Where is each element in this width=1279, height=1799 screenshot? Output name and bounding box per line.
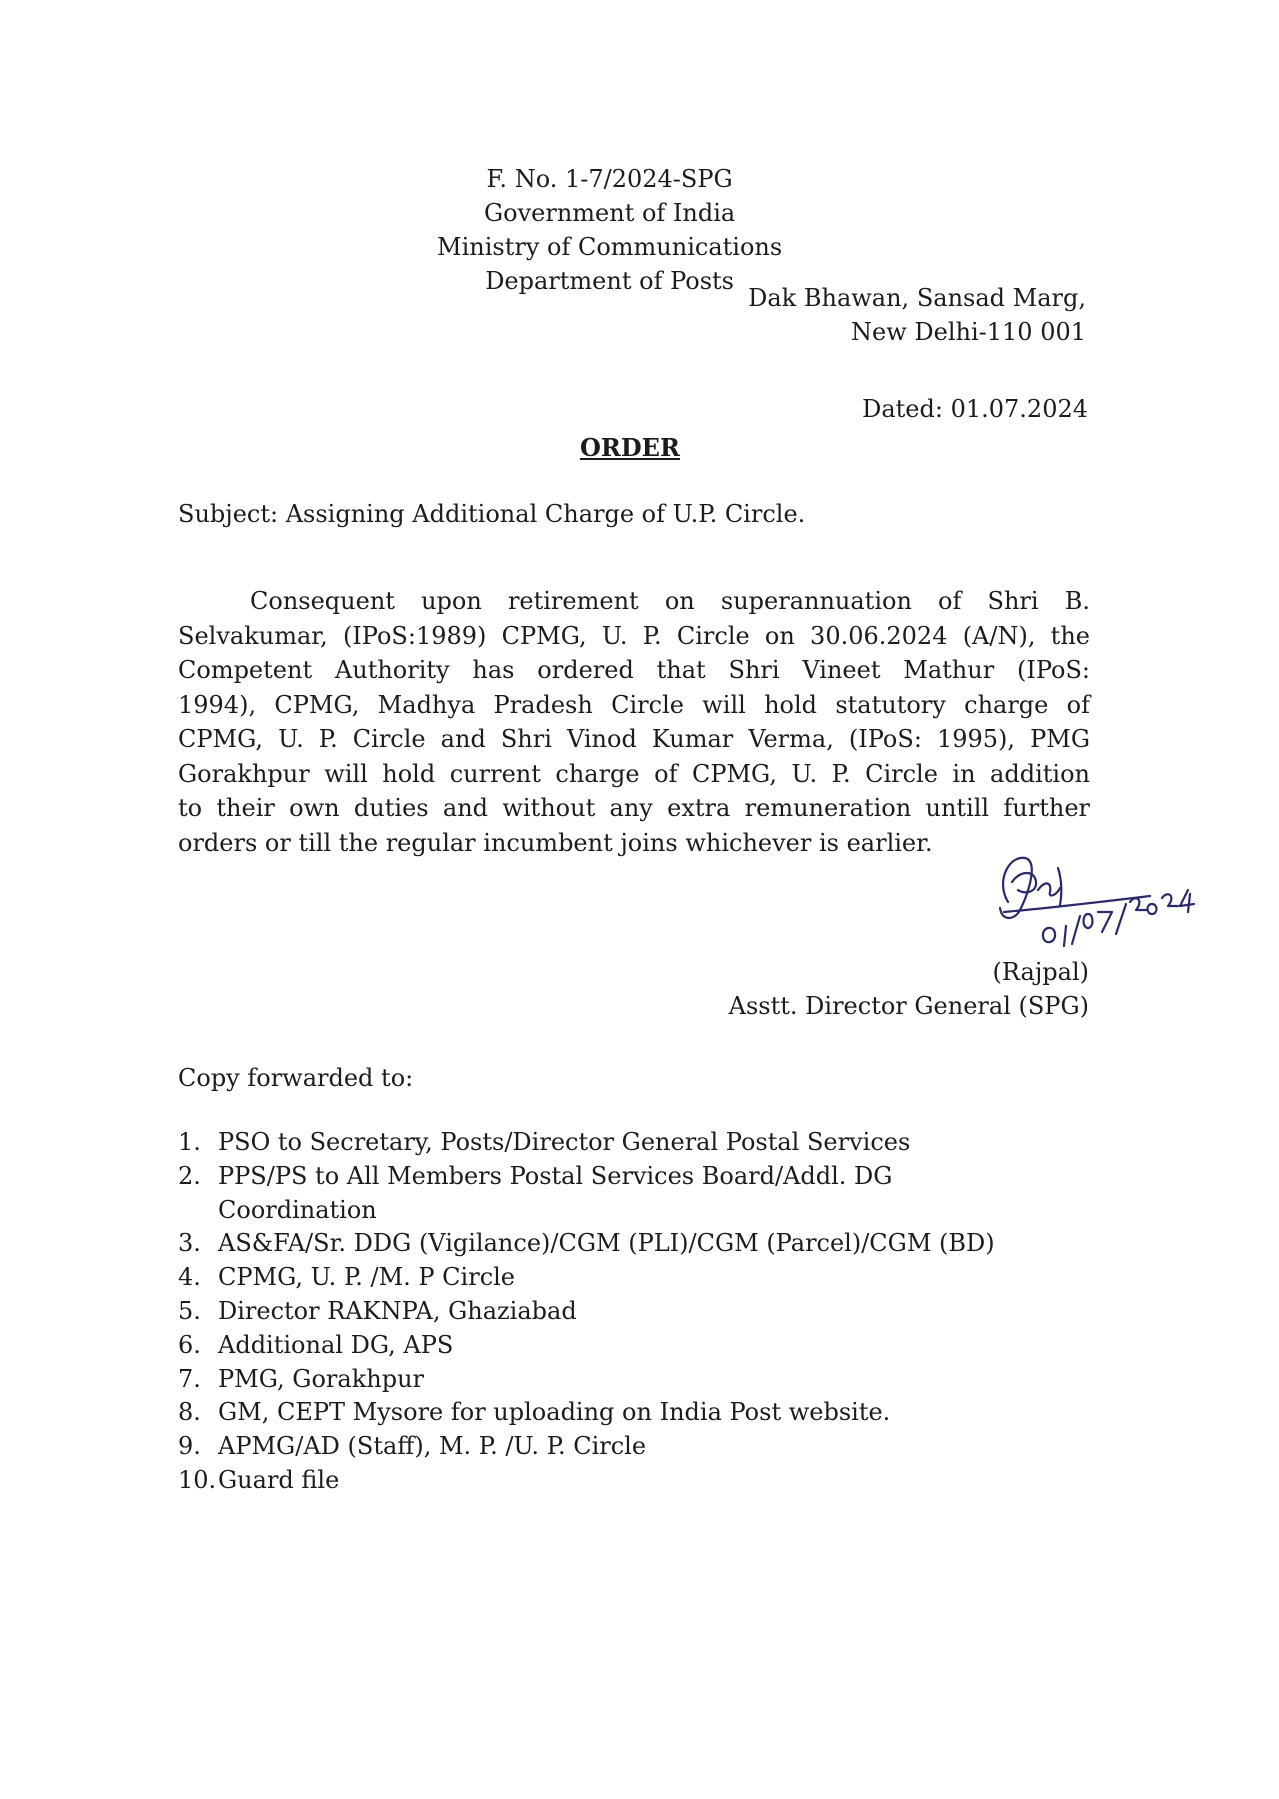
list-item: [178, 1160, 995, 1194]
list-number: 5.: [178, 1296, 201, 1325]
list-text: CPMG, U. P. /M. P Circle: [218, 1263, 516, 1292]
file-number: F. No. 1-7/2024-SPG: [486, 165, 733, 193]
list-number: 2.: [178, 1161, 201, 1190]
list-text: PPS/PS to All Members Postal Services Board/Addl. DG: [218, 1161, 893, 1190]
list-text: Coordination: [218, 1195, 377, 1224]
list-text: Director RAKNPA, Ghaziabad: [218, 1296, 577, 1325]
list-number: 4.: [178, 1263, 201, 1292]
order-title: ORDER: [580, 433, 680, 462]
body-line: 1994), CPMG, Madhya Pradesh Circle will hold statutory charge of: [178, 690, 1090, 719]
list-item: [178, 1430, 995, 1464]
list-number: 1.: [178, 1128, 201, 1156]
list-text: APMG/AD (Staff), M. P. /U. P. Circle: [218, 1432, 647, 1461]
handwritten-signature: [990, 850, 1220, 970]
list-text: Guard file: [218, 1465, 340, 1494]
body-line: Consequent upon retirement on superannuation of Shri B.: [250, 587, 1090, 615]
list-number: 7.: [178, 1364, 201, 1393]
list-text: PMG, Gorakhpur: [218, 1364, 424, 1393]
list-item: [178, 1126, 995, 1160]
body-line: Selvakumar, (IPoS:1989) CPMG, U. P. Circle on 30.06.2024 (A/N), the: [178, 621, 1090, 650]
list-item: [178, 1329, 995, 1363]
copy-forwarded-heading: Copy forwarded to:: [178, 1064, 414, 1092]
signatory-designation: Asstt. Director General (SPG): [728, 992, 1089, 1020]
subject-line: Subject: Assigning Additional Charge of U.P. Circle.: [178, 500, 806, 528]
address-line-2: New Delhi-110 001: [851, 318, 1086, 346]
list-item: [178, 1464, 995, 1498]
department-line: Department of Posts: [485, 267, 734, 295]
body-line: Gorakhpur will hold current charge of CPMG, U. P. Circle in addition: [178, 759, 1090, 788]
address-line-1: Dak Bhawan, Sansad Marg,: [748, 284, 1086, 312]
list-number: 6.: [178, 1330, 201, 1359]
office-address: [748, 281, 1086, 349]
body-line: to their own duties and without any extra remuneration untill further: [178, 794, 1090, 822]
list-text: Additional DG, APS: [218, 1330, 454, 1359]
list-item: [178, 1227, 995, 1261]
list-number: 10.: [178, 1465, 217, 1494]
list-item: [178, 1396, 995, 1430]
list-item: [178, 1363, 995, 1397]
list-text: GM, CEPT Mysore for uploading on India Post website.: [218, 1398, 891, 1427]
list-text: AS&FA/Sr. DDG (Vigilance)/CGM (PLI)/CGM (Parcel)/CGM (BD): [218, 1229, 995, 1258]
body-line: orders or till the regular incumbent joins whichever is earlier.: [178, 828, 933, 857]
copy-forwarded-list: [178, 1126, 995, 1498]
letterhead: [437, 162, 782, 298]
list-number: 3.: [178, 1229, 201, 1258]
body-line: Competent Authority has ordered that Shri Vineet Mathur (IPoS:: [178, 656, 1090, 684]
list-number: 8.: [178, 1398, 201, 1427]
order-date: Dated: 01.07.2024: [862, 395, 1088, 423]
list-item: [178, 1295, 995, 1329]
signatory-name: (Rajpal): [992, 958, 1089, 986]
list-item-continuation: [178, 1194, 995, 1228]
list-number: 9.: [178, 1432, 201, 1461]
government-line: Government of India: [483, 199, 736, 227]
list-text: PSO to Secretary, Posts/Director General Postal Services: [218, 1128, 911, 1156]
ministry-line: Ministry of Communications: [437, 233, 783, 261]
body-line: CPMG, U. P. Circle and Shri Vinod Kumar Verma, (IPoS: 1995), PMG: [178, 725, 1090, 753]
list-item: [178, 1261, 995, 1295]
order-body: [178, 584, 1090, 860]
